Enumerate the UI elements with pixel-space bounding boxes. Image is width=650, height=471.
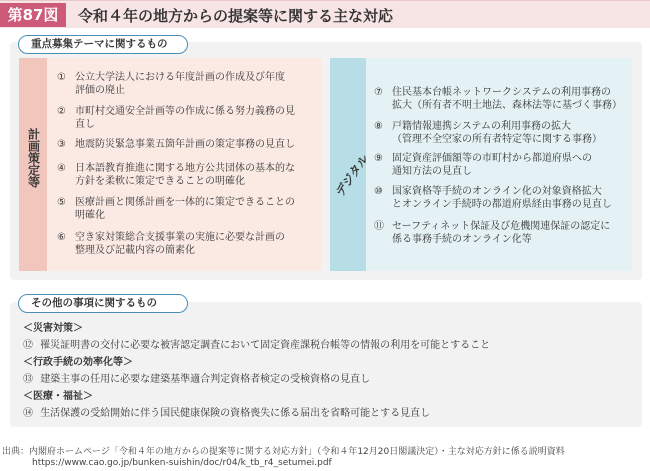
item-text: 空き家対策総合支援事業の実施に必要な計画の 整理及び記載内容の簡素化 [75, 232, 285, 256]
right-category-label-band [330, 58, 372, 271]
item-number: ⑥ [57, 232, 66, 243]
item-text: 日本語教育推進に関する地方公共団体の基本的な 方針を柔軟に策定できることの明確化 [75, 163, 295, 187]
other-category-2: ＜行政手続の効率化等＞ [23, 357, 133, 368]
left-category-label [23, 128, 43, 192]
other-item-14-text: 生活保護の受給開始に伴う国民健康保険の資格喪失に係る届出を省略可能とする見直し [40, 408, 431, 419]
item-number: ⑤ [57, 197, 66, 208]
item-number: ⑨ [374, 153, 383, 164]
figure-header [0, 0, 650, 28]
item-text: 医療計画と関係計画を一体的に策定できることの 明確化 [75, 197, 295, 221]
left-category-label-band [19, 58, 47, 271]
other-item-12-num: ⑫ [23, 340, 33, 351]
item-number: ③ [57, 139, 66, 150]
item-number: ⑩ [374, 186, 383, 197]
other-item-13 [23, 373, 370, 386]
other-item-12 [23, 339, 490, 352]
item-number: ⑧ [374, 121, 383, 132]
left-category-text: 計画策定等 [26, 128, 41, 188]
right-category-box [330, 58, 632, 271]
right-category-label: デジタル [332, 151, 372, 199]
item-text: 地震防災緊急事業五箇年計画の策定事務の見直し [75, 139, 295, 150]
item-number: ④ [57, 163, 66, 174]
other-category-3: ＜医療・福祉＞ [23, 391, 93, 402]
other-panel-label: その他の事項に関するもの [18, 294, 188, 313]
source-url: https://www.cao.go.jp/bunken-suishin/doc/r04/k_tb_r4_setumei.pdf [32, 458, 332, 468]
other-item-13-text: 建築主事の任用に必要な建築基準適合判定資格者検定の受検資格の見直し [40, 374, 371, 385]
other-item-13-num: ⑬ [23, 374, 33, 385]
item-number: ① [57, 72, 66, 83]
left-category-box [19, 58, 321, 271]
other-item-14-num: ⑭ [23, 408, 33, 419]
item-text: 固定資産評価額等の市町村から都道府県への 通知方法の見直し [392, 153, 592, 177]
item-number: ⑦ [374, 87, 383, 98]
priority-panel-label: 重点募集テーマに関するもの [18, 35, 188, 54]
other-item-14 [23, 407, 430, 420]
figure-number-badge: 第87図 [0, 3, 66, 27]
item-text: 国家資格等手続のオンライン化の対象資格拡大 とオンライン手続時の都道府県経由事務の見直し [392, 186, 612, 210]
figure-title: 令和４年の地方からの提案等に関する主な対応 [78, 7, 394, 25]
item-text: 市町村交通安全計画等の作成に係る努力義務の見 直し [75, 106, 295, 130]
item-text: 公立大学法人における年度計画の作成及び年度 評価の廃止 [75, 72, 285, 96]
item-text: 住民基本台帳ネットワークシステムの利用事務の 拡大（所有者不明土地法、森林法等に基づく事務） [392, 87, 622, 111]
item-text: 戸籍情報連携システムの利用事務の拡大 （管理不全空家の所有者特定等に関する事務） [392, 121, 602, 145]
other-item-12-text: 罹災証明書の交付に必要な被害認定調査において固定資産課税台帳等の情報の利用を可能とすること [40, 340, 491, 351]
item-text: セーフティネット保証及び危機関連保証の認定に 係る事務手続のオンライン化等 [392, 221, 611, 245]
item-number: ⑪ [374, 221, 384, 232]
source-line-1: 出典：内閣府ホームページ「令和４年の地方からの提案等に関する対応方針」（令和４年12月20日閣議決定）・主な対応方針に係る説明資料 [2, 447, 565, 457]
item-number: ② [57, 106, 66, 117]
other-category-1: ＜災害対策＞ [23, 323, 83, 334]
source-citation [2, 447, 565, 469]
